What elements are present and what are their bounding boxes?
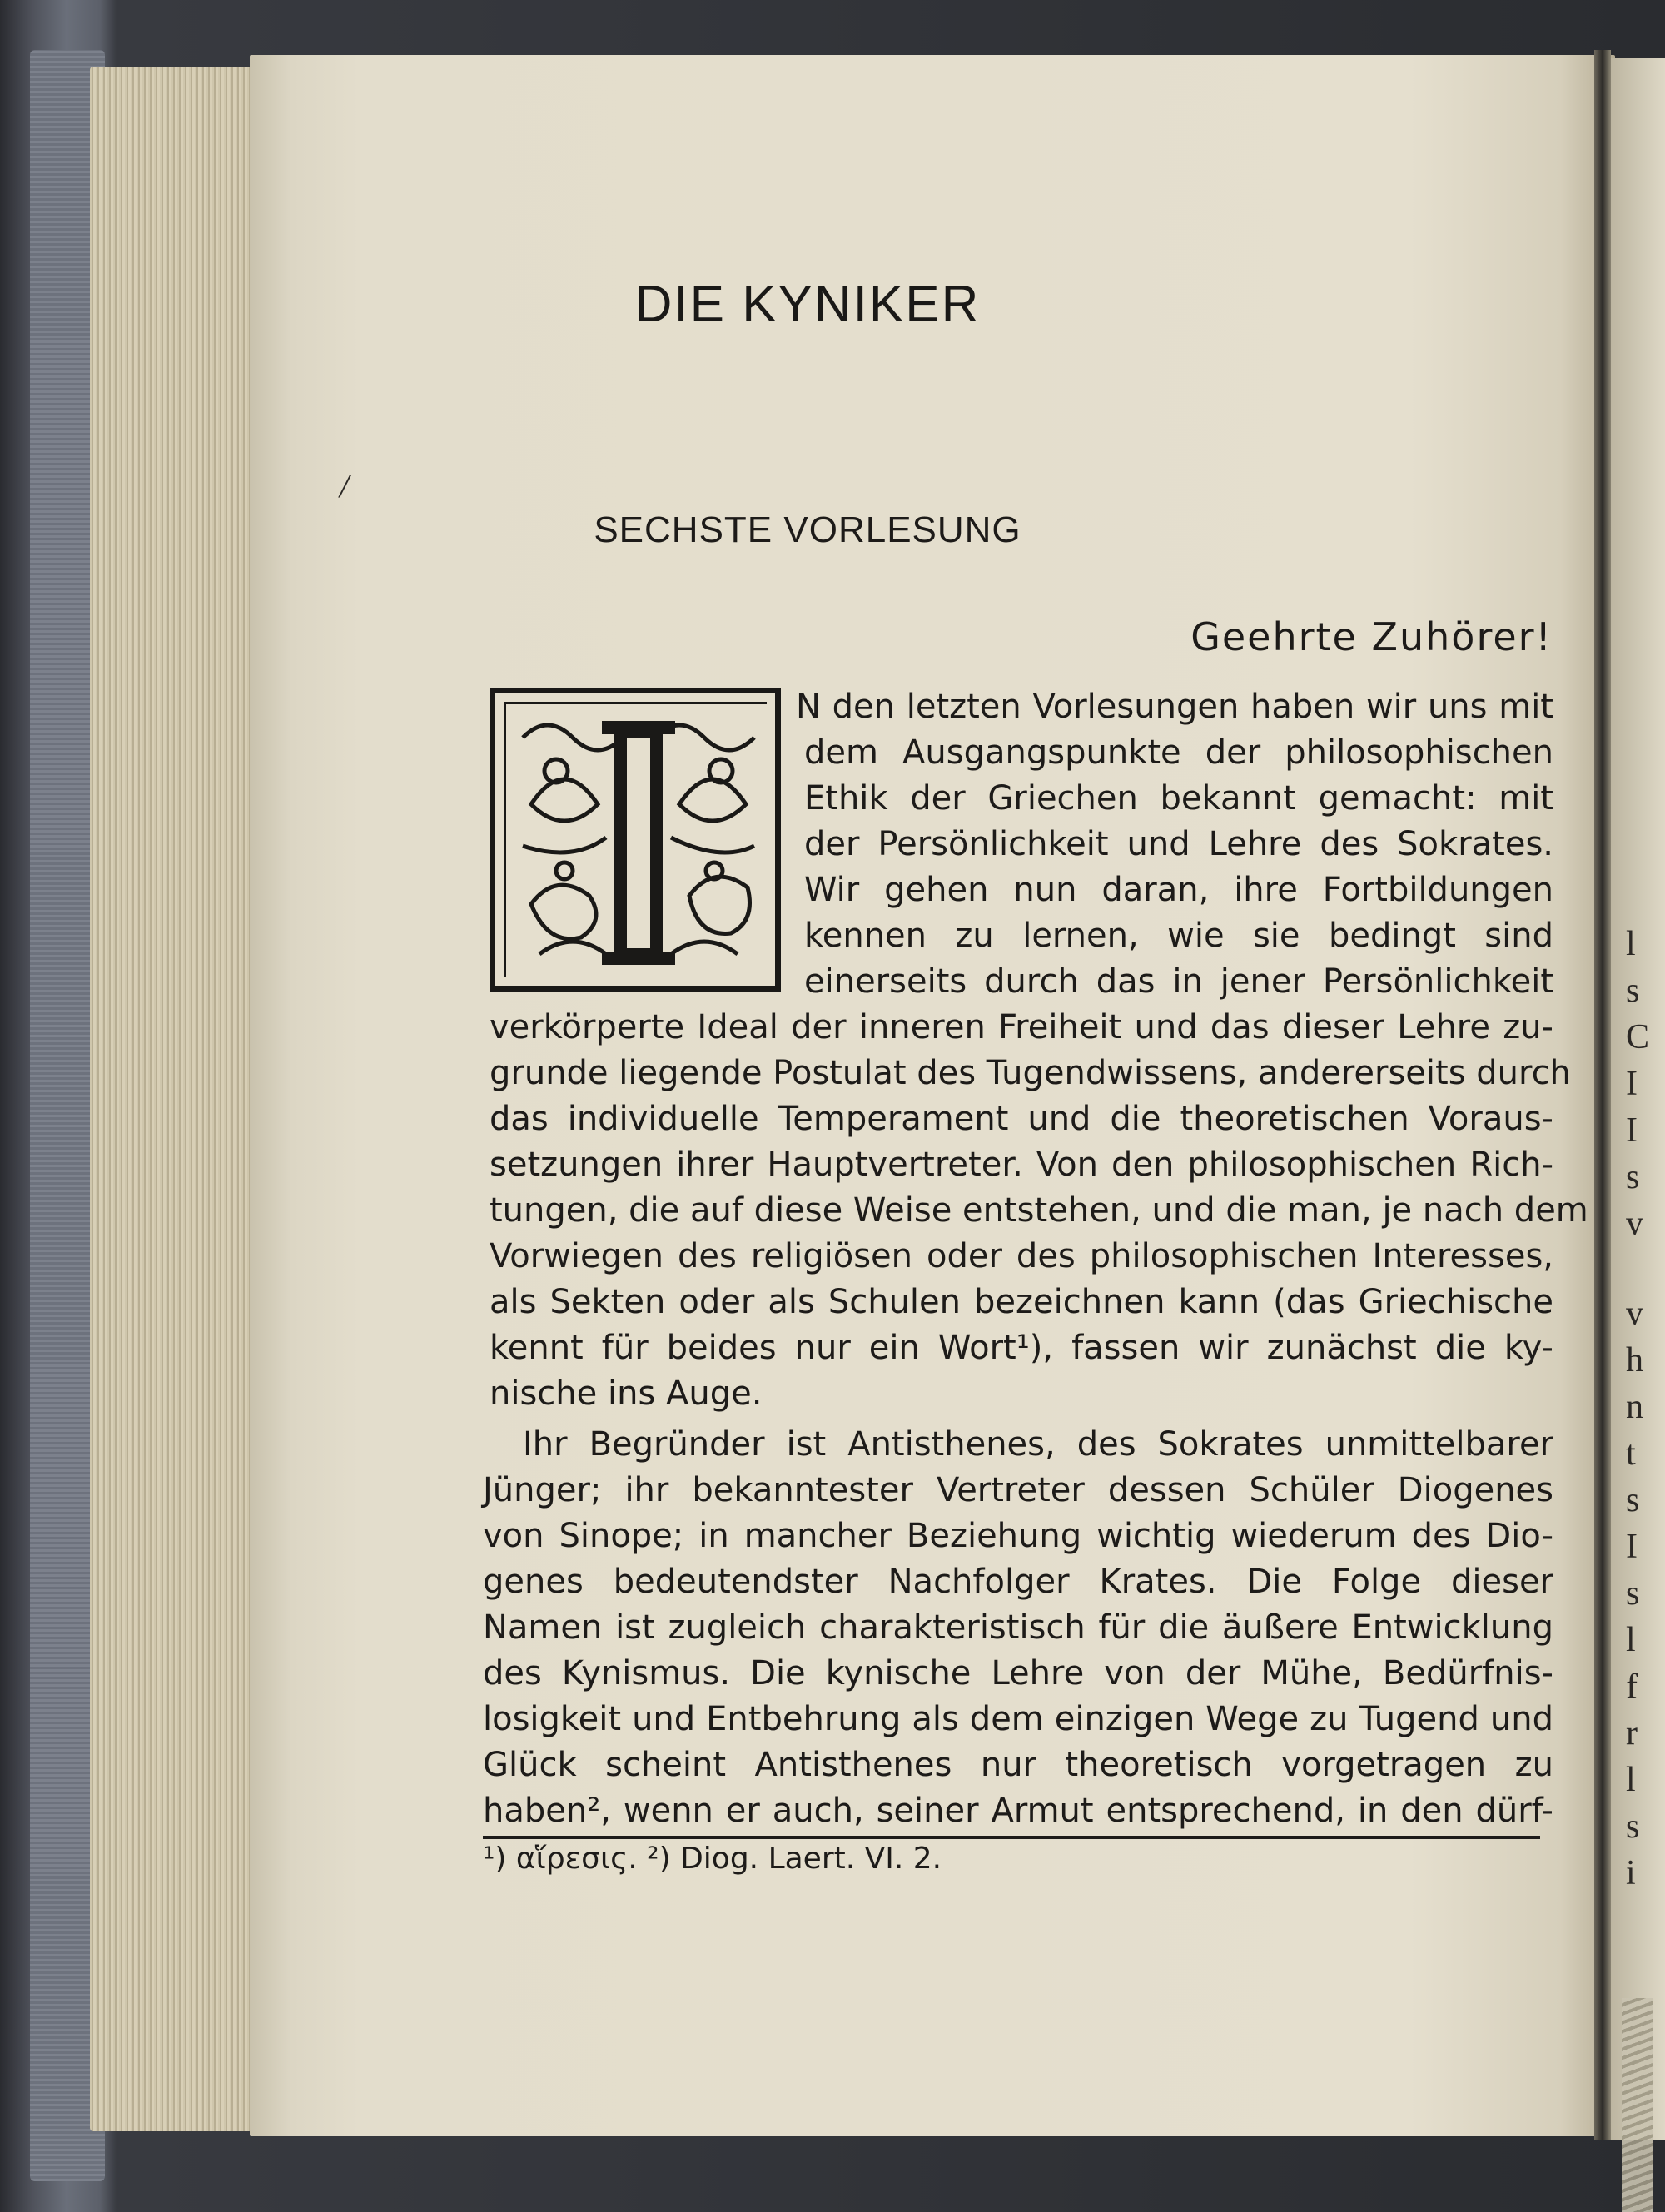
facing-letter: s <box>1626 1574 1640 1613</box>
text-line: Ethik der Griechen bekannt gemacht: mit <box>804 779 1553 818</box>
text-line: Vorwiegen des religiösen oder des philosophischen Interesses, <box>490 1237 1553 1275</box>
pencil-mark: / <box>340 467 350 505</box>
greeting: Geehrte Zuhörer! <box>1190 614 1553 659</box>
facing-page <box>1611 58 1665 2140</box>
text-line: von Sinope; in mancher Beziehung wichtig wiederum des Dio- <box>483 1517 1553 1555</box>
text-line: nische ins Auge. <box>490 1374 763 1413</box>
floral-initial-icon <box>506 704 771 982</box>
text-line: grunde liegende Postulat des Tugendwissens, andererseits durch <box>490 1054 1571 1092</box>
text-line: einerseits durch das in jener Persönlichkeit <box>804 962 1553 1001</box>
text-line: kennt für beides nur ein Wort¹), fassen wir zunächst die ky- <box>490 1329 1553 1367</box>
text-line: das individuelle Temperament und die theoretischen Voraus- <box>490 1100 1553 1138</box>
facing-letter: i <box>1626 1854 1636 1892</box>
facing-letter: r <box>1626 1714 1638 1752</box>
bookmark-ribbon <box>1622 1998 1653 2212</box>
facing-letter: C <box>1626 1018 1650 1056</box>
text-line: dem Ausgangspunkte der philosophischen <box>804 733 1553 772</box>
text-line: Namen ist zugleich charakteristisch für die äußere Entwicklung <box>483 1608 1553 1647</box>
facing-letter: t <box>1626 1434 1636 1473</box>
text-line: als Sekten oder als Schulen bezeichnen kann (das Griechische <box>490 1283 1553 1321</box>
facing-letter: l <box>1626 925 1636 963</box>
text-line: Jünger; ihr bekanntester Vertreter dessen Schüler Diogenes <box>483 1471 1553 1509</box>
text-line: kennen zu lernen, wie sie bedingt sind <box>804 917 1553 955</box>
facing-letter: s <box>1626 972 1640 1010</box>
facing-letter: s <box>1626 1807 1640 1846</box>
text-line: losigkeit und Entbehrung als dem einzigen Wege zu Tugend und <box>483 1700 1553 1738</box>
facing-letter: h <box>1626 1341 1643 1379</box>
facing-letter: I <box>1626 1111 1638 1150</box>
facing-letter: I <box>1626 1528 1638 1566</box>
facing-letter: l <box>1626 1761 1636 1799</box>
footnotes: ¹) αἵρεσις. ²) Diog. Laert. VI. 2. <box>483 1842 942 1876</box>
text-line: Glück scheint Antisthenes nur theoretisch vorgetragen zu <box>483 1746 1553 1784</box>
initial-frame <box>504 702 767 977</box>
text-line: des Kynismus. Die kynische Lehre von der Mühe, Bedürfnis- <box>483 1654 1553 1693</box>
text-line: genes bedeutendster Nachfolger Krates. Die Folge dieser <box>483 1563 1553 1601</box>
text-line: tungen, die auf diese Weise entstehen, und die man, je nach dem <box>490 1191 1588 1230</box>
chapter-title: DIE KYNIKER <box>634 276 981 333</box>
facing-letter: s <box>1626 1158 1640 1196</box>
facing-letter: v <box>1626 1295 1643 1333</box>
facing-letter: I <box>1626 1065 1638 1103</box>
decorative-initial-I <box>490 688 781 992</box>
text-line: Wir gehen nun daran, ihre Fortbildungen <box>804 871 1553 909</box>
text-line: der Persönlichkeit und Lehre des Sokrates. <box>804 825 1553 863</box>
text-line: Ihr Begründer ist Antisthenes, des Sokrates unmittelbarer <box>523 1425 1553 1464</box>
facing-letter: f <box>1626 1668 1638 1706</box>
text-line: haben², wenn er auch, seiner Armut entsprechend, in den dürf- <box>483 1792 1553 1830</box>
page-gutter <box>1594 50 1611 2140</box>
facing-letter: s <box>1626 1481 1640 1519</box>
facing-letter: n <box>1626 1388 1643 1426</box>
footnote-rule <box>483 1836 1540 1839</box>
text-line: N den letzten Vorlesungen haben wir uns mit <box>796 688 1553 726</box>
facing-letter: l <box>1626 1621 1636 1659</box>
text-line: setzungen ihrer Hauptvertreter. Von den philosophischen Rich- <box>490 1146 1553 1184</box>
text-line: verkörperte Ideal der inneren Freiheit und das dieser Lehre zu- <box>490 1008 1553 1046</box>
facing-letter: v <box>1626 1205 1643 1243</box>
page-edges <box>90 67 265 2131</box>
lecture-title: SECHSTE VORLESUNG <box>594 510 1021 550</box>
